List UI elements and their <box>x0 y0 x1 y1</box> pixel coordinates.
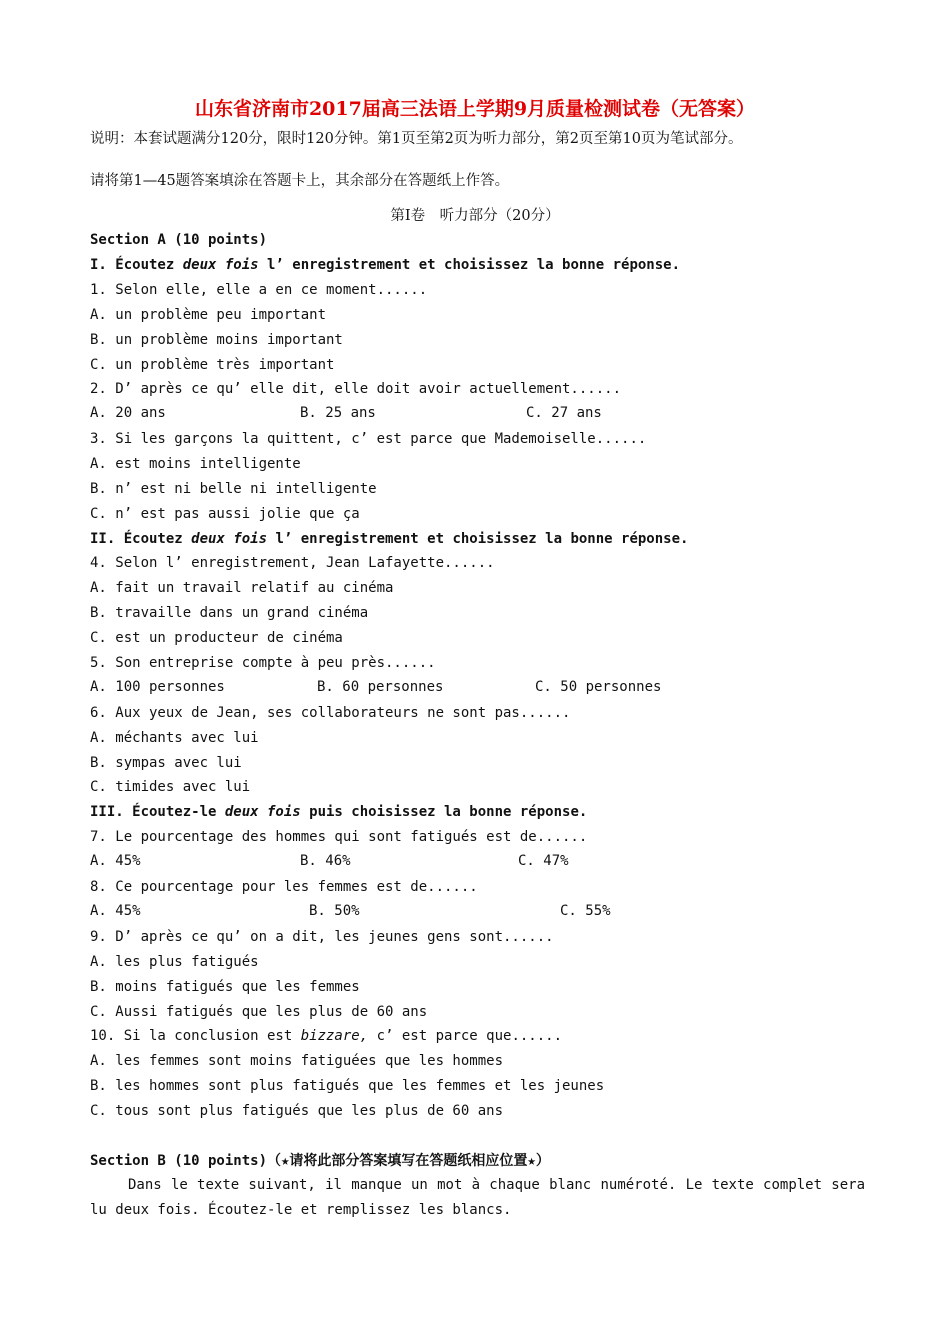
question-5-option-a: A. 100 personnes <box>90 679 225 695</box>
question-7-option-b: B. 46% <box>300 853 351 869</box>
instruction-2-post: l’ enregistrement et choisissez la bonne réponse. <box>267 531 689 547</box>
question-9-option-c: C. Aussi fatigués que les plus de 60 ans <box>90 1004 428 1020</box>
question-1-option-a: A. un problème peu important <box>90 307 327 323</box>
question-7: 7. Le pourcentage des hommes qui sont fatigués est de...... <box>90 829 588 845</box>
instruction-3-em: deux fois <box>224 804 301 820</box>
question-8-option-b: B. 50% <box>309 903 360 919</box>
section-a-heading: Section A (10 points) <box>90 232 268 248</box>
exam-note: 说明：本套试题满分120分，限时120分钟。第1页至第2页为听力部分，第2页至第10页为笔试部分。 <box>90 131 743 147</box>
question-6-option-c: C. timides avec lui <box>90 779 251 795</box>
question-1-option-b: B. un problème moins important <box>90 332 343 348</box>
question-2-option-b: B. 25 ans <box>300 405 376 421</box>
question-10-option-a: A. les femmes sont moins fatiguées que les hommes <box>90 1053 504 1069</box>
question-10-em: bizzare, <box>300 1028 369 1044</box>
question-9-option-a: A. les plus fatigués <box>90 954 259 970</box>
question-3-option-a: A. est moins intelligente <box>90 456 301 472</box>
question-8: 8. Ce pourcentage pour les femmes est de...... <box>90 879 478 895</box>
section-b-heading: Section B (10 points)（★请将此部分答案填写在答题纸相应位置★） <box>90 1153 550 1169</box>
question-6-option-a: A. méchants avec lui <box>90 730 259 746</box>
question-6-option-b: B. sympas avec lui <box>90 755 242 771</box>
instruction-3-post: puis choisissez la bonne réponse. <box>300 804 588 820</box>
question-10-pre: 10. Si la conclusion est <box>90 1028 301 1044</box>
question-2-option-c: C. 27 ans <box>526 405 602 421</box>
instruction-1-pre: I. Écoutez <box>90 257 183 273</box>
question-10-post: c’ est parce que...... <box>368 1028 563 1044</box>
question-3-option-c: C. n’ est pas aussi jolie que ça <box>90 506 360 522</box>
question-9-option-b: B. moins fatigués que les femmes <box>90 979 360 995</box>
question-6: 6. Aux yeux de Jean, ses collaborateurs ne sont pas...... <box>90 705 571 721</box>
question-10 <box>90 1027 562 1045</box>
instruction-1-em: deux fois <box>182 257 259 273</box>
question-3-option-b: B. n’ est ni belle ni intelligente <box>90 481 377 497</box>
answer-instruction: 请将第1—45题答案填涂在答题卡上，其余部分在答题纸上作答。 <box>90 173 510 189</box>
question-5-option-b: B. 60 personnes <box>317 679 444 695</box>
question-8-option-a: A. 45% <box>90 903 141 919</box>
question-10-option-c: C. tous sont plus fatigués que les plus de 60 ans <box>90 1103 504 1119</box>
instruction-2-em: deux fois <box>191 531 268 547</box>
question-8-option-c: C. 55% <box>560 903 611 919</box>
instruction-2 <box>90 530 688 548</box>
instruction-1-post: l’ enregistrement et choisissez la bonne réponse. <box>258 257 681 273</box>
question-1: 1. Selon elle, elle a en ce moment...... <box>90 282 428 298</box>
question-4-option-b: B. travaille dans un grand cinéma <box>90 605 369 621</box>
document-title: 山东省济南市2017届高三法语上学期9月质量检测试卷（无答案） <box>194 98 756 120</box>
question-4-option-c: C. est un producteur de cinéma <box>90 630 343 646</box>
question-4-option-a: A. fait un travail relatif au cinéma <box>90 580 394 596</box>
part-title: 第Ⅰ卷 听力部分（20分） <box>390 208 560 224</box>
question-2: 2. D’ après ce qu’ elle dit, elle doit avoir actuellement...... <box>90 381 622 397</box>
question-9: 9. D’ après ce qu’ on a dit, les jeunes gens sont...... <box>90 929 554 945</box>
question-5: 5. Son entreprise compte à peu près...... <box>90 655 436 671</box>
question-5-option-c: C. 50 personnes <box>535 679 662 695</box>
instruction-3-pre: III. Écoutez-le <box>90 804 225 820</box>
section-b-paragraph: Dans le texte suivant, il manque un mot à chaque blanc numéroté. Le texte complet sera lu deux fois. Écoutez-le et remplissez les blancs. <box>90 1177 865 1218</box>
question-3: 3. Si les garçons la quittent, c’ est parce que Mademoiselle...... <box>90 431 647 447</box>
question-4: 4. Selon l’ enregistrement, Jean Lafayette...... <box>90 555 495 571</box>
question-7-option-a: A. 45% <box>90 853 141 869</box>
instruction-2-pre: II. Écoutez <box>90 531 192 547</box>
question-7-option-c: C. 47% <box>518 853 569 869</box>
question-10-option-b: B. les hommes sont plus fatigués que les femmes et les jeunes <box>90 1078 605 1094</box>
instruction-3 <box>90 803 587 821</box>
question-1-option-c: C. un problème très important <box>90 357 335 373</box>
instruction-1 <box>90 256 680 274</box>
question-2-option-a: A. 20 ans <box>90 405 166 421</box>
